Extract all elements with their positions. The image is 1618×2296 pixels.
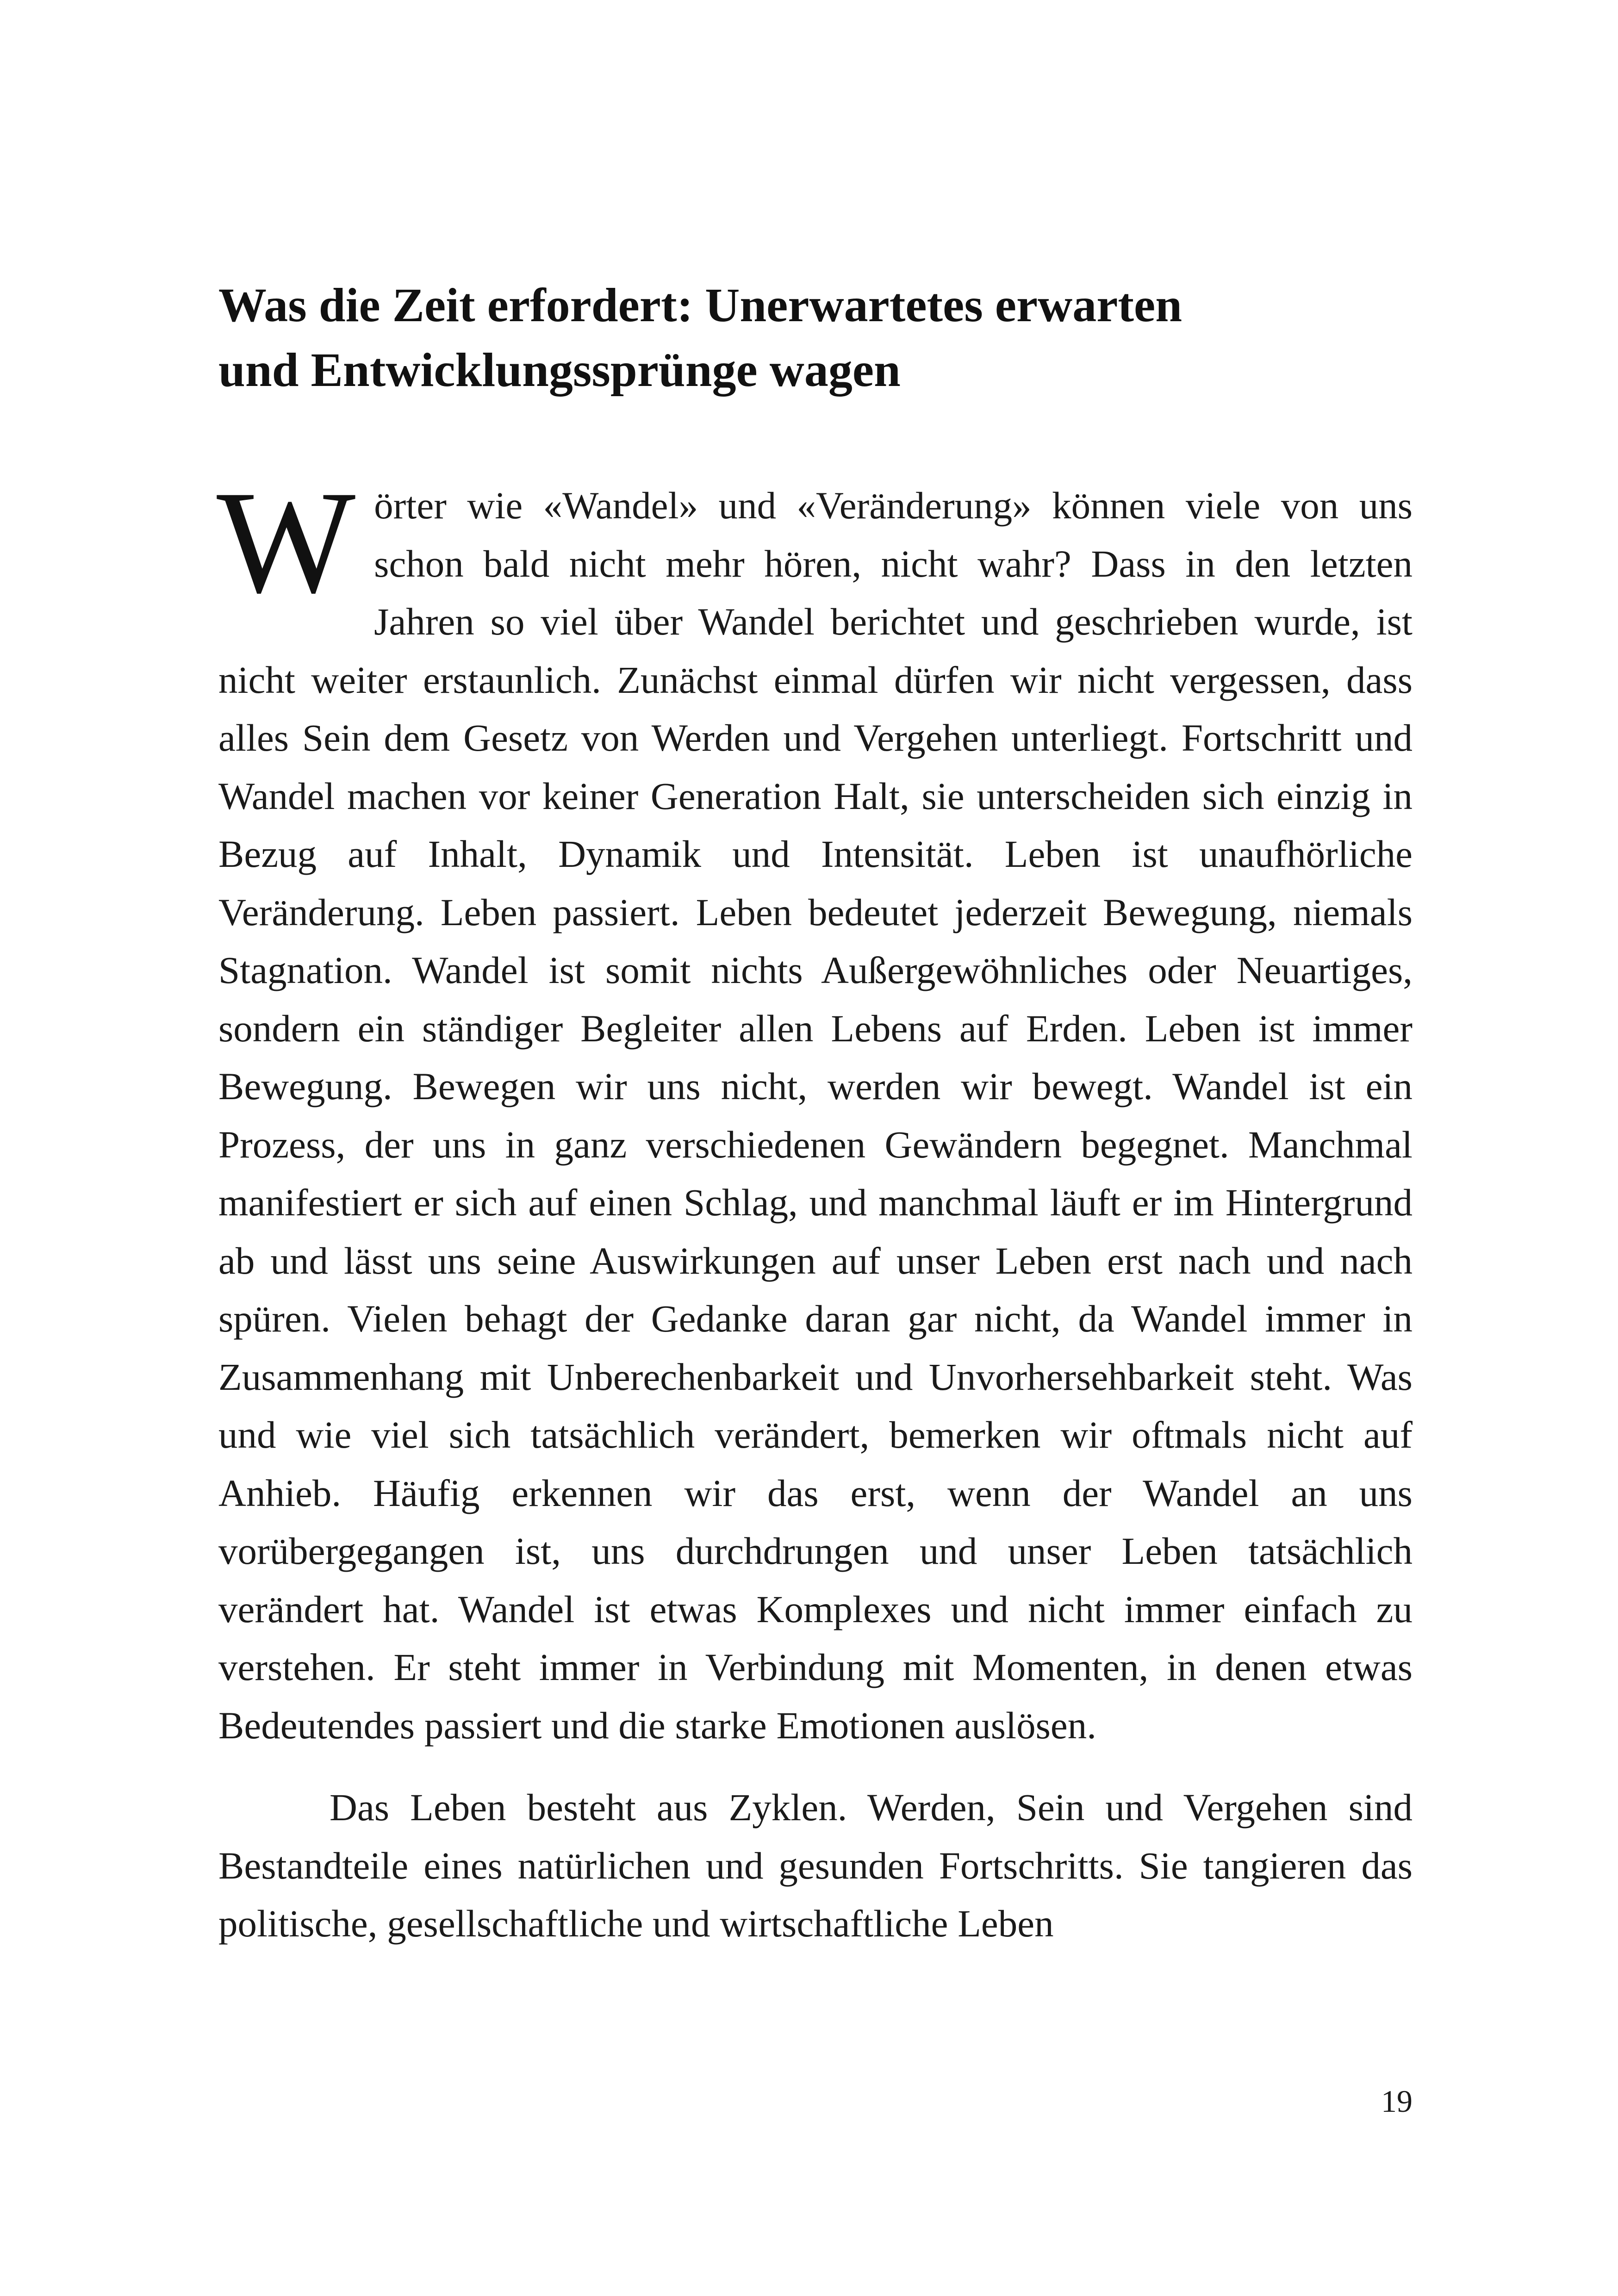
chapter-heading-line-2: und Entwicklungssprünge wagen [218, 343, 901, 397]
chapter-heading [218, 273, 1413, 403]
drop-cap: W [217, 460, 356, 623]
paragraph-1-text: örter wie «Wandel» und «Veränderung» können viele von uns schon bald nicht mehr hören, nicht wahr? Dass in den letzten Jahren so viel über Wandel berichtet und geschrieben wurde, ist nicht weiter erstaunlich. Zunächst einmal dürfen wir nicht vergessen, dass alles Sein dem Gesetz von Werden und Vergehen unterliegt. Fortschritt und Wandel machen vor keiner Generation Halt, sie unterscheiden sich einzig in Bezug auf Inhalt, Dynamik und Intensität. Leben ist unaufhörliche Veränderung. Leben passiert. Leben bedeutet jederzeit Bewegung, niemals Stagnation. Wandel ist somit nichts Außergewöhnliches oder Neuartiges, sondern ein ständiger Begleiter allen Lebens auf Erden. Leben ist immer Bewegung. Bewegen wir uns nicht, werden wir bewegt. Wandel ist ein Prozess, der uns in ganz verschiedenen Gewändern begegnet. Manchmal manifestiert er sich auf einen Schlag, und manchmal läuft er im Hintergrund ab und lässt uns seine Auswirkungen auf unser Leben erst nach und nach spüren. Vielen behagt der Gedanke daran gar nicht, da Wandel immer in Zusammenhang mit Unberechenbarkeit und Unvorhersehbarkeit steht. Was und wie viel sich tatsächlich verändert, bemerken wir oftmals nicht auf Anhieb. Häufig erkennen wir das erst, wenn der Wandel an uns vorübergegangen ist, uns durchdrungen und unser Leben tatsächlich verändert hat. Wandel ist etwas Komplexes und nicht immer einfach zu verstehen. Er steht immer in Verbindung mit Momenten, in denen etwas Bedeutendes passiert und die starke Emotionen auslösen. [218, 484, 1413, 1747]
body-text [217, 460, 1413, 1953]
paragraph-2: Das Leben besteht aus Zyklen. Werden, Sein und Vergehen sind Bestandteile eines natürlichen und gesunden Fortschritts. Sie tangieren das politische, gesellschaftliche und wirtschaftliche Leben [218, 1786, 1413, 1945]
chapter-heading-line-1: Was die Zeit erfordert: Unerwartetes erwarten [218, 279, 1182, 332]
page-number: 19 [1381, 2084, 1413, 2119]
paragraph-1 [217, 460, 1413, 1755]
